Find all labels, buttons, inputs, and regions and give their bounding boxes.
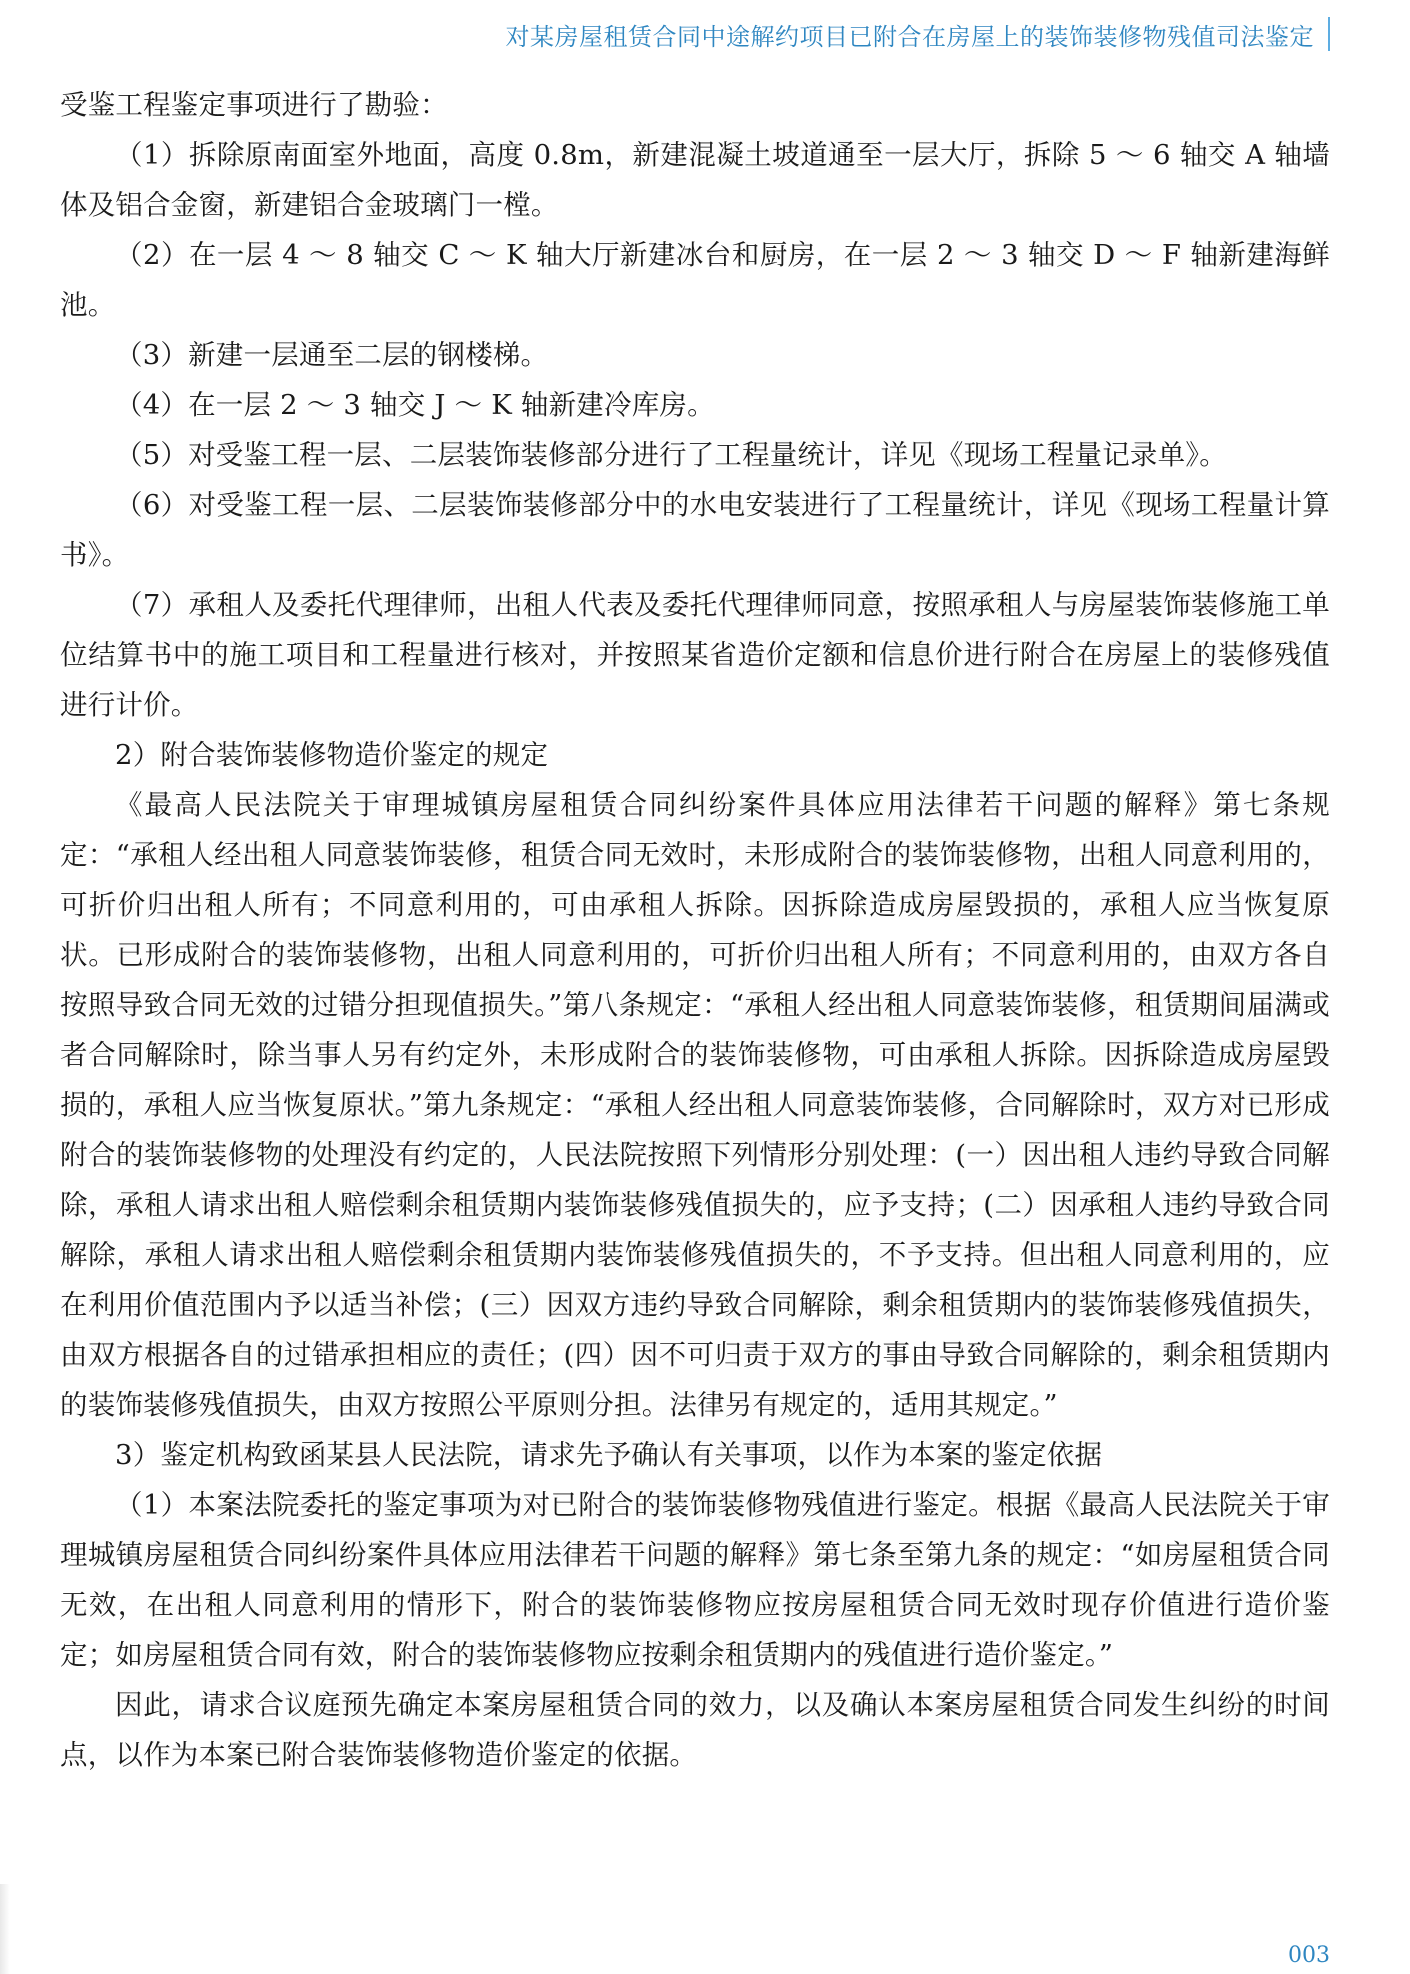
body-paragraph: （6）对受鉴工程一层、二层装饰装修部分中的水电安装进行了工程量统计，详见《现场工程量计算书》。 bbox=[60, 489, 1330, 571]
page-edge-shadow bbox=[0, 1884, 10, 1974]
body-paragraph: （1）本案法院委托的鉴定事项为对已附合的装饰装修物残值进行鉴定。根据《最高人民法院关于审理城镇房屋租赁合同纠纷案件具体应用法律若干问题的解释》第七条至第九条的规定：“如房屋租赁合同无效，在出租人同意利用的情形下，附合的装饰装修物应按房屋租赁合同无效时现存价值进行造价鉴定；如房屋租赁合同有效，附合的装饰装修物应按剩余租赁期内的残值进行造价鉴定。” bbox=[60, 1489, 1330, 1671]
section-heading: 2）附合装饰装修物造价鉴定的规定 bbox=[115, 739, 549, 771]
body-paragraph: （7）承租人及委托代理律师，出租人代表及委托代理律师同意，按照承租人与房屋装饰装修施工单位结算书中的施工项目和工程量进行核对，并按照某省造价定额和信息价进行附合在房屋上的装修残值进行计价。 bbox=[60, 589, 1330, 721]
body-paragraph: 因此，请求合议庭预先确定本案房屋租赁合同的效力，以及确认本案房屋租赁合同发生纠纷的时间点，以作为本案已附合装饰装修物造价鉴定的依据。 bbox=[60, 1689, 1330, 1771]
body-paragraph: （2）在一层 4 ～ 8 轴交 C ～ K 轴大厅新建冰台和厨房，在一层 2 ～ 3 轴交 D ～ F 轴新建海鲜池。 bbox=[60, 239, 1330, 321]
section-heading: 3）鉴定机构致函某县人民法院，请求先予确认有关事项，以作为本案的鉴定依据 bbox=[115, 1439, 1103, 1471]
body-paragraph: （1）拆除原南面室外地面，高度 0.8m，新建混凝土坡道通至一层大厅，拆除 5 ～ 6 轴交 A 轴墙体及铝合金窗，新建铝合金玻璃门一樘。 bbox=[60, 139, 1330, 221]
body-paragraph: 《最高人民法院关于审理城镇房屋租赁合同纠纷案件具体应用法律若干问题的解释》第七条规定：“承租人经出租人同意装饰装修，租赁合同无效时，未形成附合的装饰装修物，出租人同意利用的，可折价归出租人所有；不同意利用的，可由承租人拆除。因拆除造成房屋毁损的，承租人应当恢复原状。已形成附合的装饰装修物，出租人同意利用的，可折价归出租人所有；不同意利用的，由双方各自按照导致合同无效的过错分担现值损失。”第八条规定：“承租人经出租人同意装饰装修，租赁期间届满或者合同解除时，除当事人另有约定外，未形成附合的装饰装修物，可由承租人拆除。因拆除造成房屋毁损的，承租人应当恢复原状。”第九条规定：“承租人经出租人同意装饰装修，合同解除时，双方对已形成附合的装饰装修物的处理没有约定的，人民法院按照下列情形分别处理：(一）因出租人违约导致合同解除，承租人请求出租人赔偿剩余租赁期内装饰装修残值损失的，应予支持；(二）因承租人违约导致合同解除，承租人请求出租人赔偿剩余租赁期内装饰装修残值损失的，不予支持。但出租人同意利用的，应在利用价值范围内予以适当补偿；(三）因双方违约导致合同解除，剩余租赁期内的装饰装修残值损失，由双方根据各自的过错承担相应的责任；(四）因不可归责于双方的事由导致合同解除的，剩余租赁期内的装饰装修残值损失，由双方按照公平原则分担。法律另有规定的，适用其规定。” bbox=[60, 789, 1330, 1421]
body-paragraph: 受鉴工程鉴定事项进行了勘验： bbox=[60, 89, 448, 121]
body-paragraph: （4）在一层 2 ～ 3 轴交 J ～ K 轴新建冷库房。 bbox=[115, 389, 715, 421]
body-paragraph: （3）新建一层通至二层的钢楼梯。 bbox=[115, 339, 549, 371]
running-header bbox=[506, 10, 1331, 58]
header-divider bbox=[1328, 17, 1330, 51]
page-number: 003 bbox=[1288, 1943, 1330, 1968]
body-paragraph: （5）对受鉴工程一层、二层装饰装修部分进行了工程量统计，详见《现场工程量记录单》。 bbox=[115, 439, 1227, 471]
page-body bbox=[60, 80, 1330, 1780]
running-header-title: 对某房屋租赁合同中途解约项目已附合在房屋上的装饰装修物残值司法鉴定 bbox=[505, 22, 1314, 51]
